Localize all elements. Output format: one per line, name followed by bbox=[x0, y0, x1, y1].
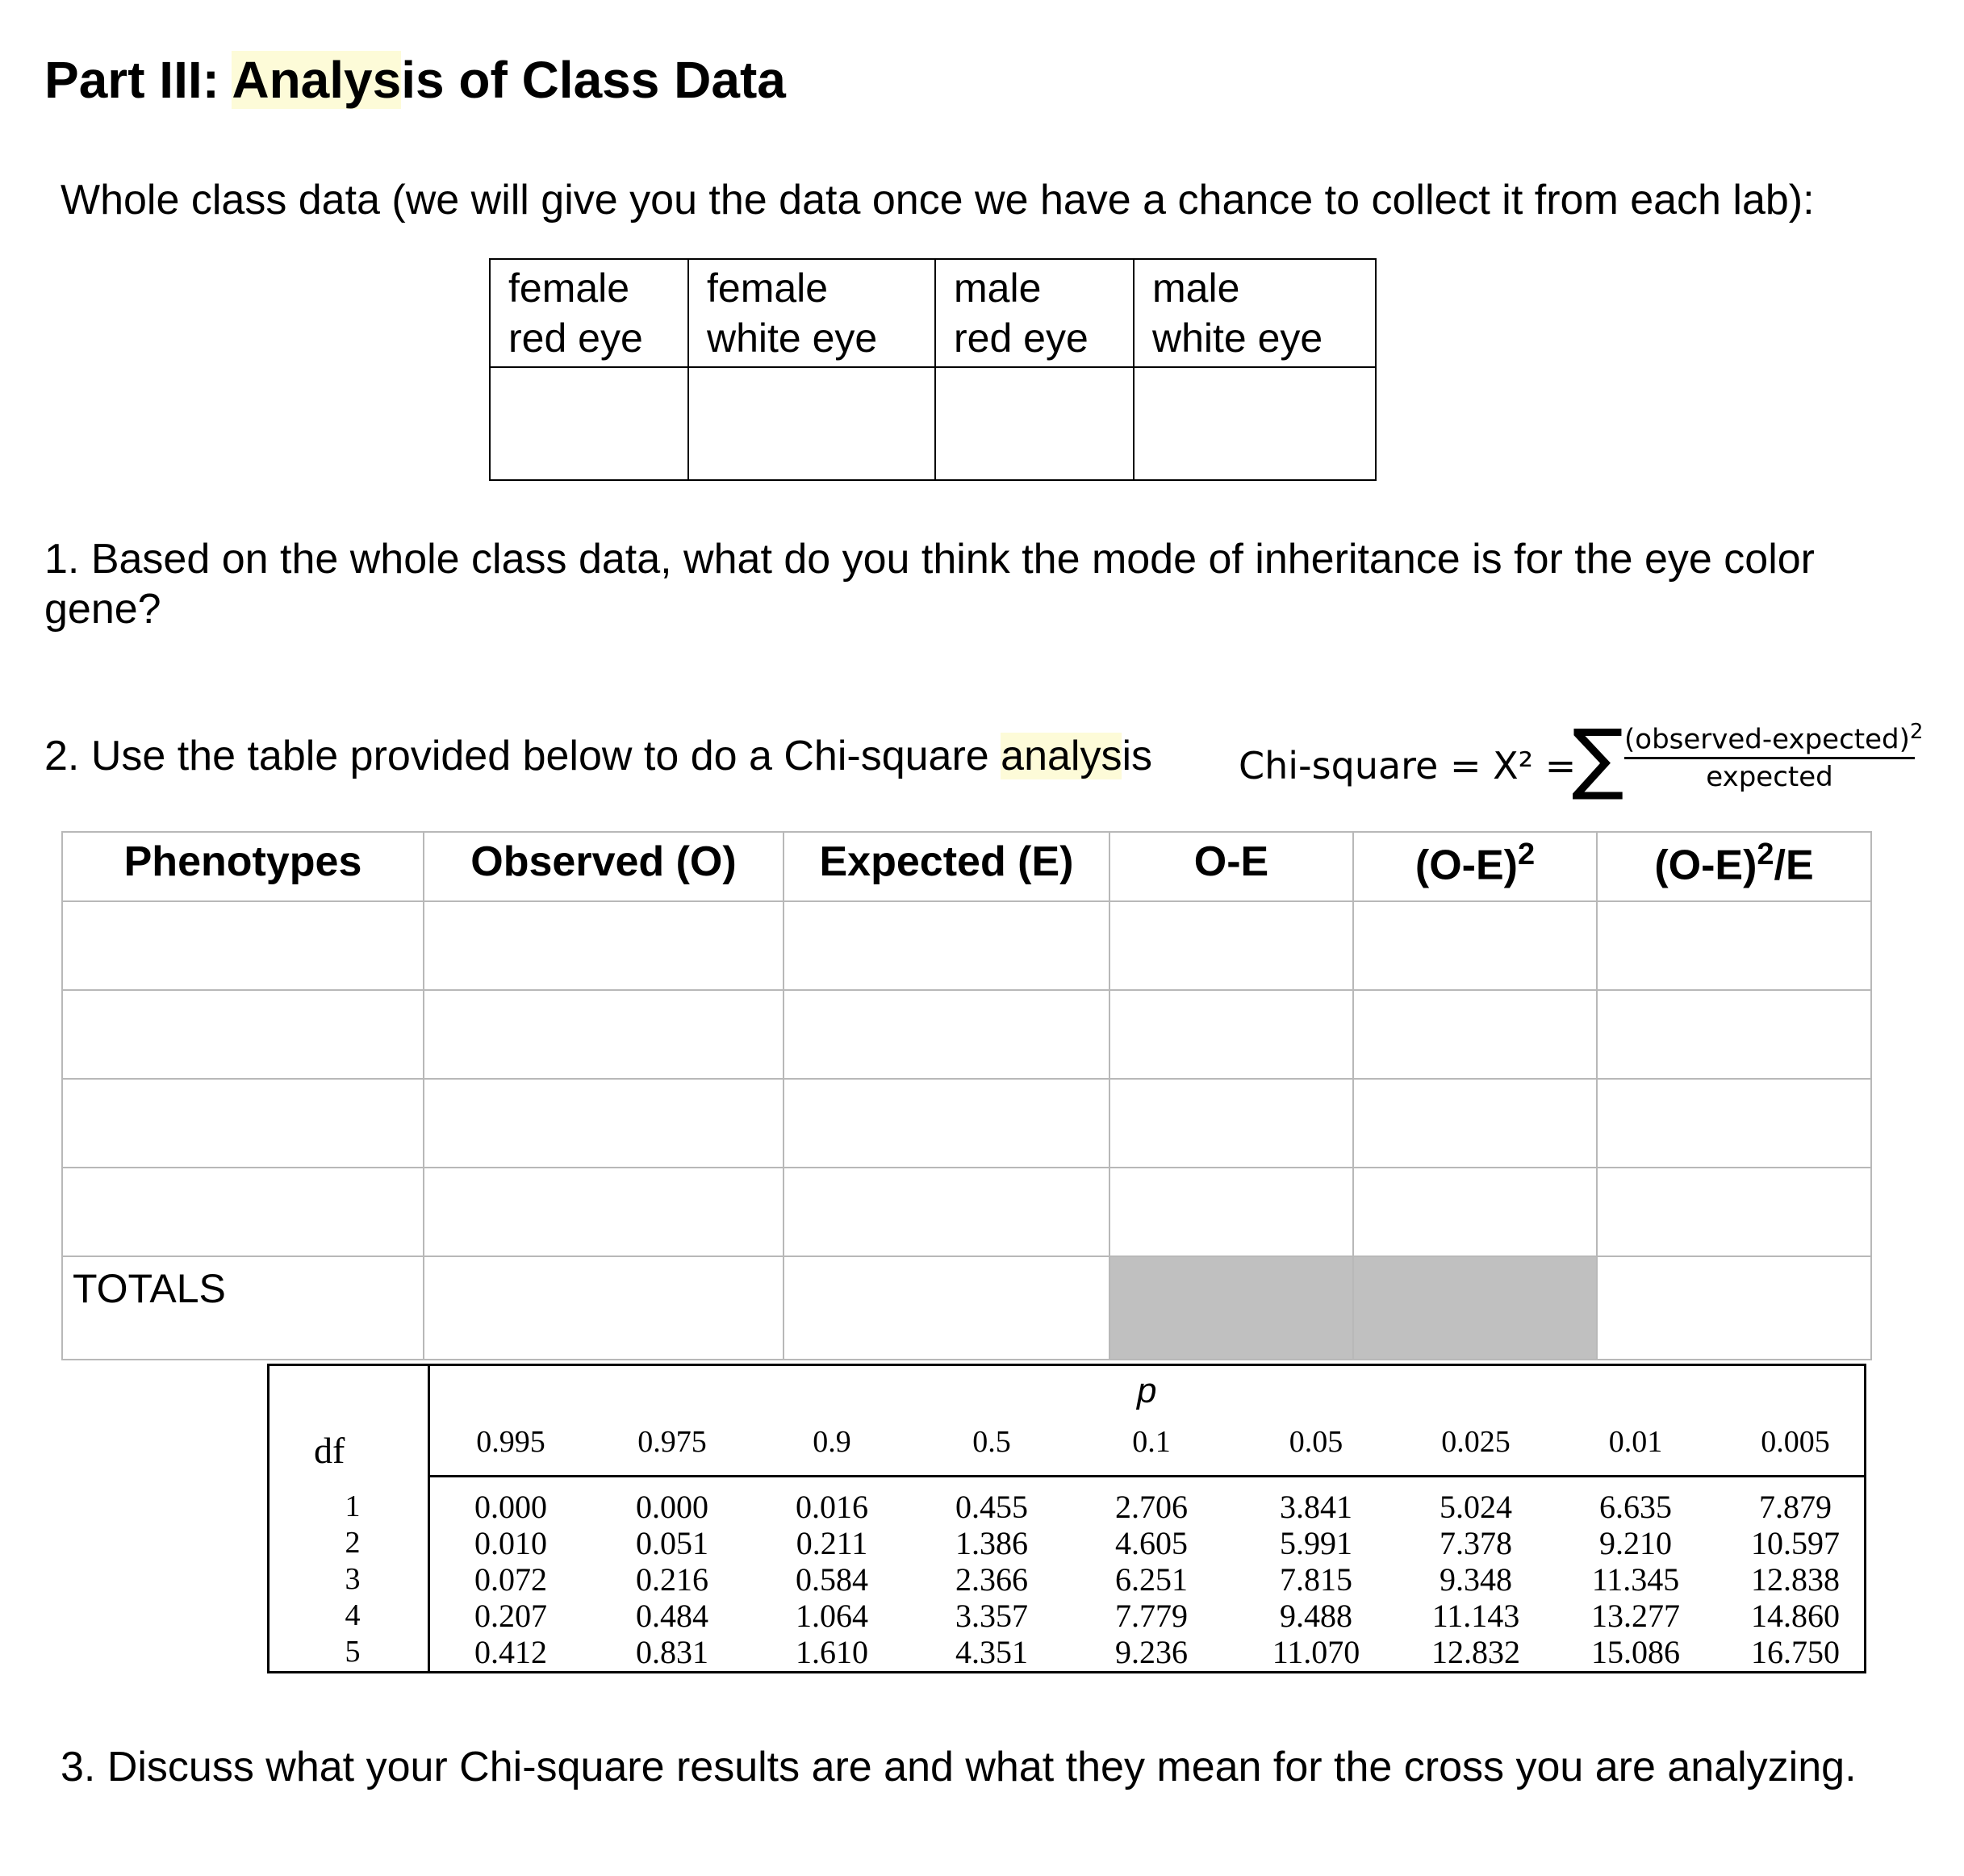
cell[interactable] bbox=[1353, 901, 1597, 990]
class-header-male-white: male white eye bbox=[1134, 259, 1376, 367]
df-header: df bbox=[314, 1430, 345, 1471]
df-value: 2 bbox=[345, 1526, 361, 1560]
class-data-table bbox=[489, 258, 1377, 481]
sigma-symbol: ∑ bbox=[1572, 712, 1624, 803]
divider bbox=[428, 1366, 430, 1671]
cell[interactable] bbox=[424, 990, 784, 1079]
cell[interactable] bbox=[1353, 990, 1597, 1079]
chi-square-total-cell[interactable] bbox=[1597, 1256, 1871, 1360]
cell[interactable] bbox=[1109, 901, 1353, 990]
question-2: 2. Use the table provided below to do a Chi-square analysis bbox=[44, 733, 1153, 779]
df-value: 3 bbox=[345, 1562, 361, 1596]
critical-values-table bbox=[267, 1364, 1866, 1673]
p-value-header: 0.1 bbox=[1132, 1425, 1171, 1459]
critical-value: 0.010 bbox=[474, 1525, 547, 1561]
critical-value: 7.779 bbox=[1115, 1598, 1188, 1634]
shaded-cell bbox=[1109, 1256, 1353, 1360]
cell[interactable] bbox=[62, 1168, 424, 1256]
critical-value: 7.378 bbox=[1440, 1525, 1512, 1561]
critical-value: 12.832 bbox=[1431, 1634, 1520, 1670]
cell[interactable] bbox=[1597, 1079, 1871, 1168]
critical-value-column bbox=[1407, 1489, 1544, 1670]
page-title bbox=[44, 50, 786, 110]
p-value-header: 0.5 bbox=[972, 1425, 1011, 1459]
critical-value: 4.351 bbox=[955, 1634, 1028, 1670]
critical-value: 5.991 bbox=[1280, 1525, 1352, 1561]
header-o-minus-e-squared: $(O-E)^2$ bbox=[1353, 832, 1597, 901]
cell[interactable] bbox=[62, 901, 424, 990]
critical-value: 13.277 bbox=[1591, 1598, 1680, 1634]
formula-numerator: (observed-expected)$^2$ bbox=[1624, 720, 1915, 759]
class-header-female-white: female white eye bbox=[688, 259, 935, 367]
critical-value: 10.597 bbox=[1751, 1525, 1840, 1561]
critical-value: 0.207 bbox=[474, 1598, 547, 1634]
critical-value: 0.016 bbox=[796, 1489, 868, 1525]
header-phenotypes: Phenotypes bbox=[62, 832, 424, 901]
cell[interactable] bbox=[424, 1079, 784, 1168]
cell[interactable] bbox=[784, 901, 1109, 990]
critical-value: 3.841 bbox=[1280, 1489, 1352, 1525]
cell[interactable] bbox=[424, 1168, 784, 1256]
totals-label: TOTALS bbox=[62, 1256, 424, 1360]
critical-value: 3.357 bbox=[955, 1598, 1028, 1634]
formula-lhs: Chi-square = X² = bbox=[1239, 744, 1577, 788]
cell[interactable] bbox=[1353, 1079, 1597, 1168]
df-value: 5 bbox=[345, 1635, 361, 1669]
critical-value: 2.366 bbox=[955, 1561, 1028, 1598]
critical-value: 15.086 bbox=[1591, 1634, 1680, 1670]
critical-value: 7.879 bbox=[1759, 1489, 1832, 1525]
cell[interactable] bbox=[1597, 901, 1871, 990]
critical-value: 0.051 bbox=[636, 1525, 708, 1561]
shaded-cell bbox=[1353, 1256, 1597, 1360]
critical-value: 0.455 bbox=[955, 1489, 1028, 1525]
critical-value-column bbox=[923, 1489, 1060, 1670]
p-value-header: 0.9 bbox=[813, 1425, 851, 1459]
critical-value: 16.750 bbox=[1751, 1634, 1840, 1670]
critical-value: 1.610 bbox=[796, 1634, 868, 1670]
critical-value: 0.484 bbox=[636, 1598, 708, 1634]
title-highlight: Analys bbox=[232, 51, 402, 109]
p-value-header: 0.005 bbox=[1761, 1425, 1830, 1459]
title-prefix: Part III: bbox=[44, 51, 232, 109]
table-row bbox=[62, 1168, 1871, 1256]
cell[interactable] bbox=[62, 990, 424, 1079]
class-header-male-red: male red eye bbox=[935, 259, 1134, 367]
header-expected: Expected (E) bbox=[784, 832, 1109, 901]
df-value: 4 bbox=[345, 1598, 361, 1632]
critical-value: 7.815 bbox=[1280, 1561, 1352, 1598]
class-cell-female-red[interactable] bbox=[490, 367, 688, 480]
header-o-minus-e: O-E bbox=[1109, 832, 1353, 901]
critical-value: 9.210 bbox=[1599, 1525, 1672, 1561]
header-chi-component: $(O-E)^2/E$ bbox=[1597, 832, 1871, 901]
critical-value-column bbox=[442, 1489, 579, 1670]
cell[interactable] bbox=[784, 990, 1109, 1079]
formula-denominator: expected bbox=[1706, 761, 1833, 794]
critical-value: 11.143 bbox=[1431, 1598, 1520, 1634]
p-value-header: 0.995 bbox=[476, 1425, 545, 1459]
critical-value: 0.000 bbox=[474, 1489, 547, 1525]
formula-fraction bbox=[1624, 720, 1924, 794]
class-cell-male-white[interactable] bbox=[1134, 367, 1376, 480]
question-1: 1. Based on the whole class data, what do you think the mode of inheritance is for the eye color gene? bbox=[44, 536, 1815, 633]
class-cell-male-red[interactable] bbox=[935, 367, 1134, 480]
p-value-header: 0.975 bbox=[637, 1425, 707, 1459]
cell[interactable] bbox=[784, 1168, 1109, 1256]
critical-value-column bbox=[1247, 1489, 1385, 1670]
table-row bbox=[62, 901, 1871, 990]
critical-value: 0.412 bbox=[474, 1634, 547, 1670]
divider bbox=[428, 1475, 1864, 1477]
cell[interactable] bbox=[424, 901, 784, 990]
cell[interactable] bbox=[1109, 990, 1353, 1079]
critical-value: 0.072 bbox=[474, 1561, 547, 1598]
class-cell-female-white[interactable] bbox=[688, 367, 935, 480]
class-header-female-red: female red eye bbox=[490, 259, 688, 367]
p-value-header: 0.05 bbox=[1289, 1425, 1343, 1459]
critical-value: 2.706 bbox=[1115, 1489, 1188, 1525]
intro-text: Whole class data (we will give you the data once we have a chance to collect it from each lab): bbox=[61, 177, 1815, 224]
cell[interactable] bbox=[1597, 990, 1871, 1079]
total-observed-cell[interactable] bbox=[424, 1256, 784, 1360]
critical-value: 1.386 bbox=[955, 1525, 1028, 1561]
critical-value: 12.838 bbox=[1751, 1561, 1840, 1598]
p-value-header: 0.025 bbox=[1441, 1425, 1511, 1459]
chi-square-table bbox=[61, 831, 1872, 1360]
critical-value-column bbox=[604, 1489, 741, 1670]
cell[interactable] bbox=[1109, 1168, 1353, 1256]
cell[interactable] bbox=[1109, 1079, 1353, 1168]
table-row bbox=[62, 990, 1871, 1079]
critical-value: 0.211 bbox=[796, 1525, 868, 1561]
cell[interactable] bbox=[1353, 1168, 1597, 1256]
critical-value: 0.000 bbox=[636, 1489, 708, 1525]
critical-value: 6.635 bbox=[1599, 1489, 1672, 1525]
title-suffix: is of Class Data bbox=[401, 51, 786, 109]
critical-value-column bbox=[763, 1489, 901, 1670]
critical-value: 11.070 bbox=[1272, 1634, 1360, 1670]
df-value: 1 bbox=[345, 1490, 361, 1523]
critical-value: 14.860 bbox=[1751, 1598, 1840, 1634]
critical-value: 9.348 bbox=[1440, 1561, 1512, 1598]
cell[interactable] bbox=[62, 1079, 424, 1168]
df-column bbox=[341, 1489, 365, 1670]
critical-value: 9.488 bbox=[1280, 1598, 1352, 1634]
header-observed: Observed (O) bbox=[424, 832, 784, 901]
cell[interactable] bbox=[1597, 1168, 1871, 1256]
table-row bbox=[62, 1079, 1871, 1168]
totals-row bbox=[62, 1256, 1871, 1360]
critical-value: 0.831 bbox=[636, 1634, 708, 1670]
cell[interactable] bbox=[784, 1079, 1109, 1168]
critical-value: 1.064 bbox=[796, 1598, 868, 1634]
critical-value-column bbox=[1567, 1489, 1704, 1670]
critical-value: 4.605 bbox=[1115, 1525, 1188, 1561]
critical-value: 5.024 bbox=[1440, 1489, 1512, 1525]
critical-value: 11.345 bbox=[1591, 1561, 1680, 1598]
critical-value: 0.216 bbox=[636, 1561, 708, 1598]
p-header: p bbox=[1137, 1371, 1157, 1410]
question-3: 3. Discuss what your Chi-square results are and what they mean for the cross you are analyzing. bbox=[61, 1744, 1857, 1790]
critical-value-column bbox=[1083, 1489, 1220, 1670]
total-expected-cell[interactable] bbox=[784, 1256, 1109, 1360]
critical-value: 6.251 bbox=[1115, 1561, 1188, 1598]
critical-value: 0.584 bbox=[796, 1561, 868, 1598]
p-value-header: 0.01 bbox=[1608, 1425, 1663, 1459]
critical-value: 9.236 bbox=[1115, 1634, 1188, 1670]
critical-value-column bbox=[1727, 1489, 1864, 1670]
